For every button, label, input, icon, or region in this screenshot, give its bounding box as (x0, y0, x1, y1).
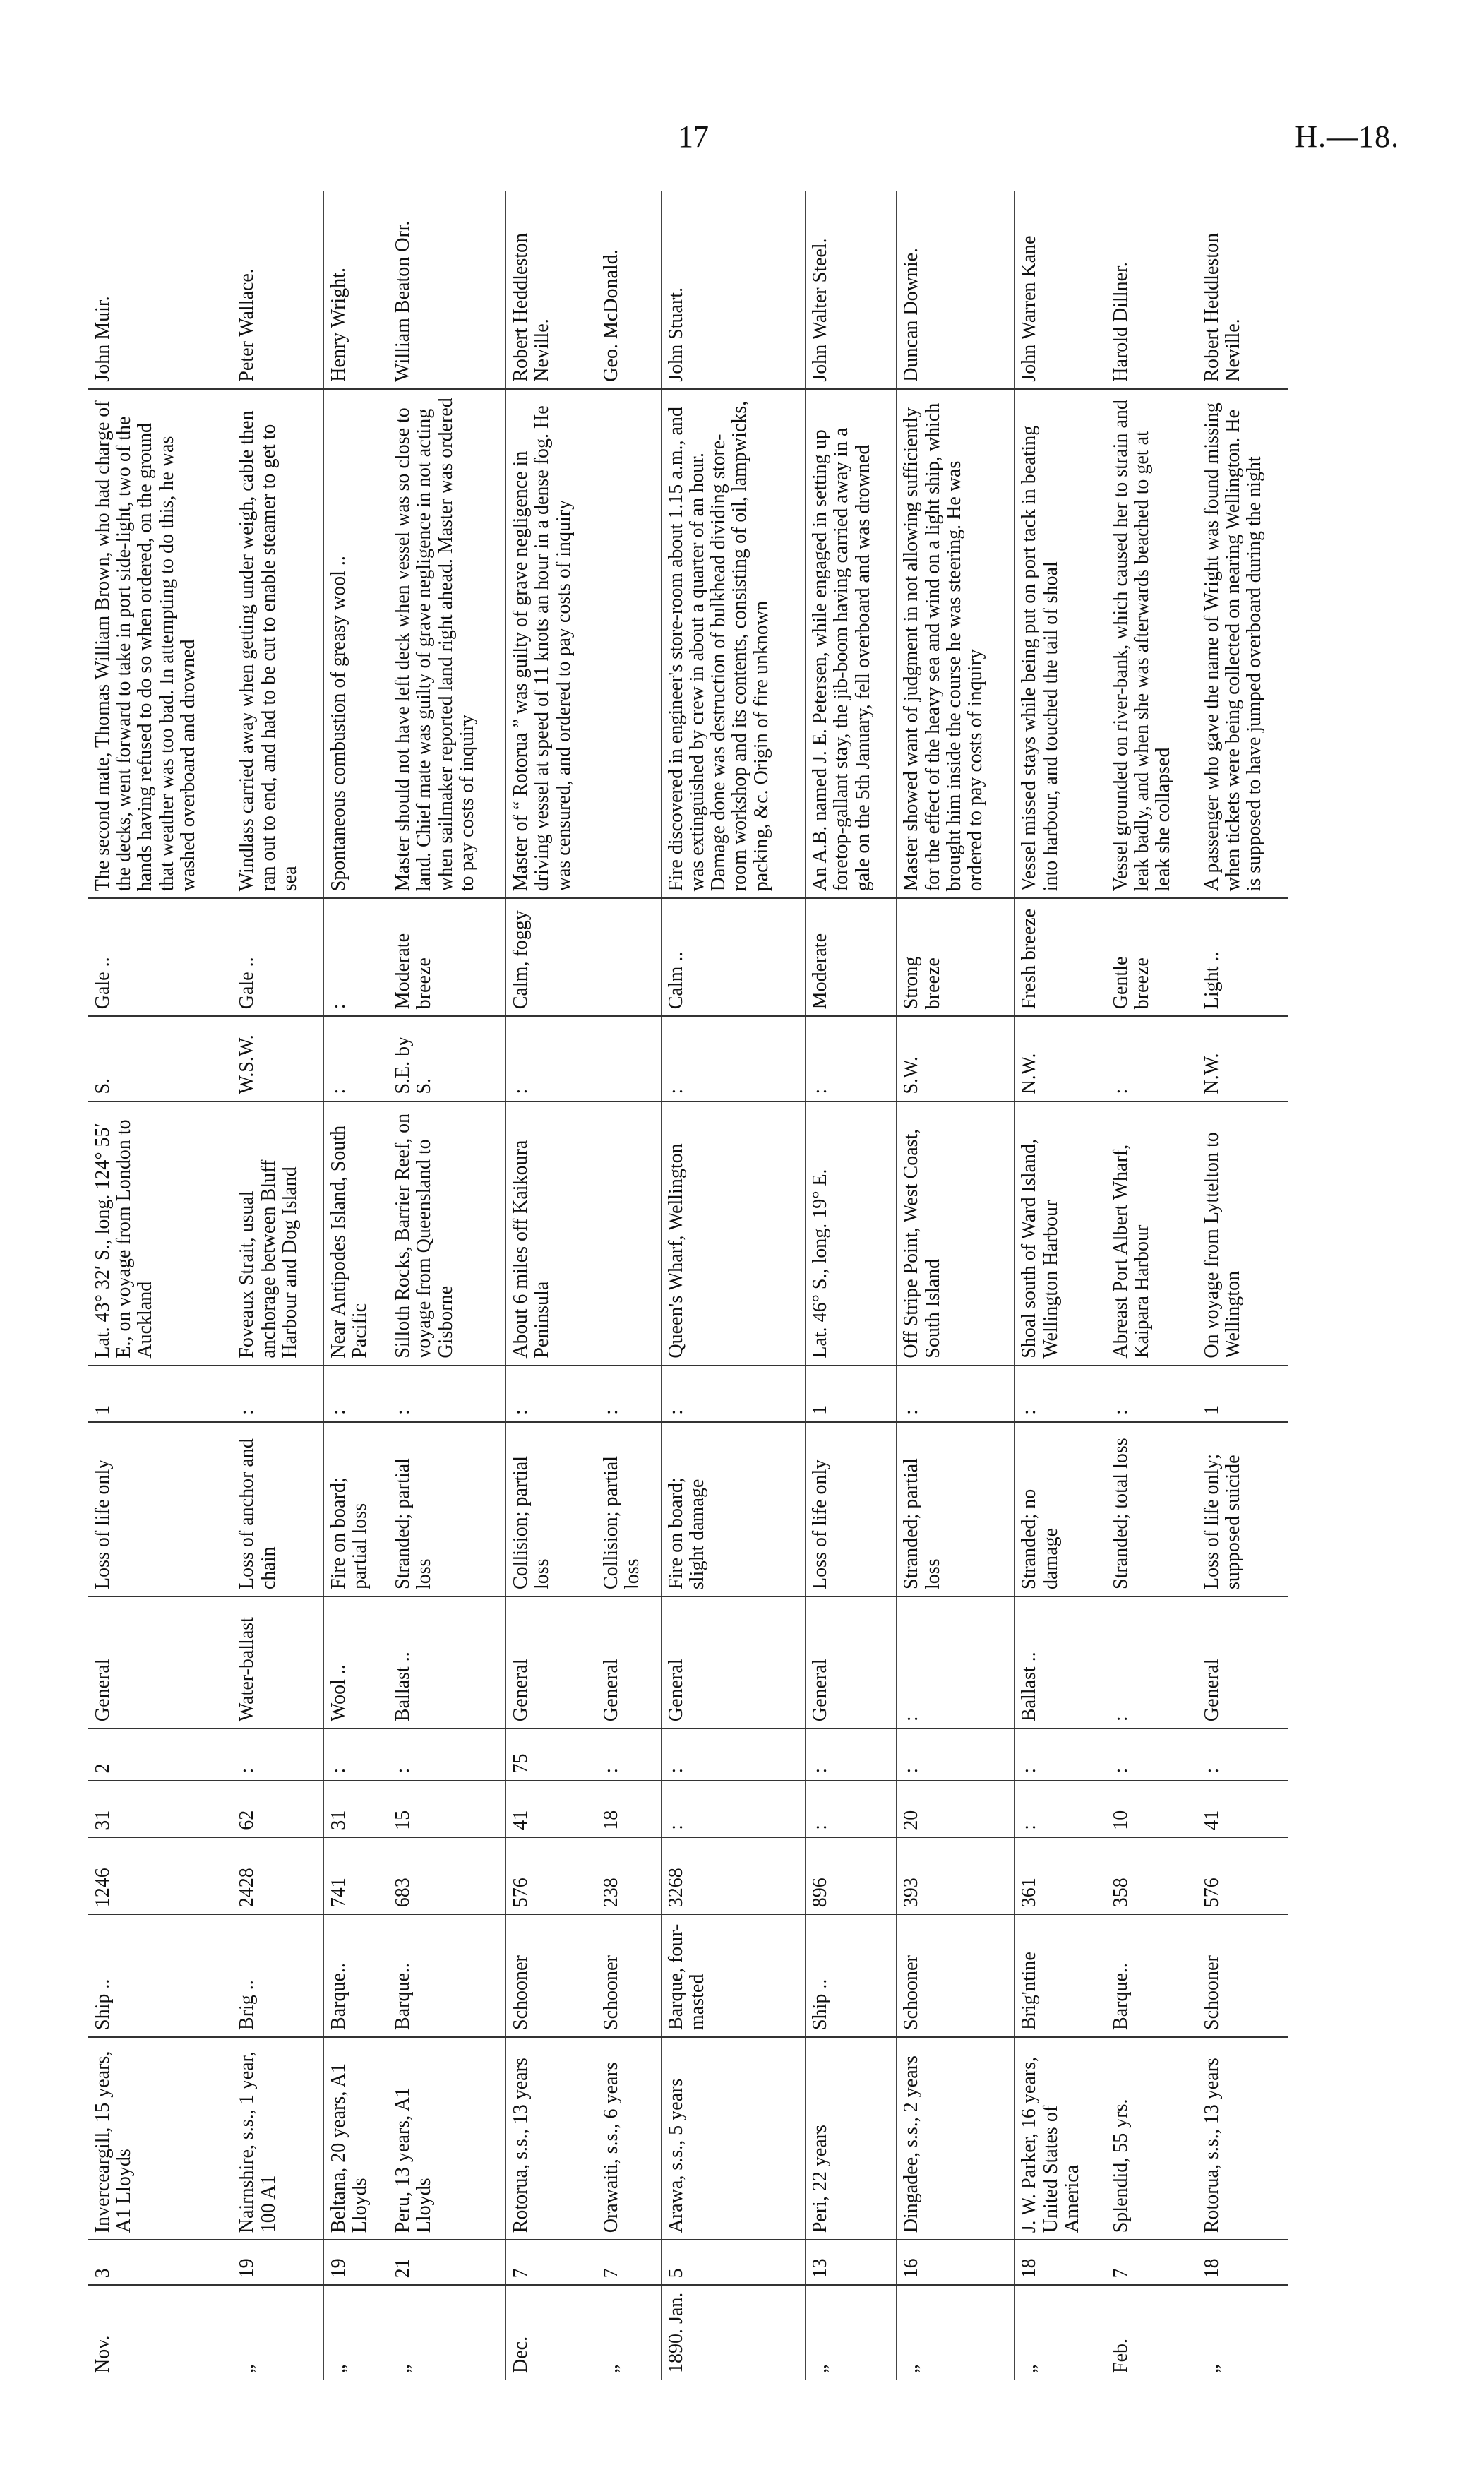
cell-place: Abreast Port Albert Wharf, Kaipara Harbour (1106, 1102, 1197, 1366)
cell-vessel: J. W. Parker, 16 years, United States of America (1015, 2037, 1106, 2240)
table-row (506, 191, 597, 2380)
cell-lives-lost: 1 (806, 1366, 897, 1422)
cell-officer: John Muir. (88, 191, 232, 389)
cell-cargo: General (806, 1596, 897, 1729)
cell-nature-of-casualty: Collision; partial loss (597, 1422, 661, 1596)
cell-wind-force: Gentle breeze (1106, 898, 1197, 1016)
cell-wind-force: Calm .. (661, 898, 806, 1016)
cell-wind-force: Fresh breeze (1015, 898, 1106, 1016)
cell-wind-direction (597, 1016, 661, 1101)
cell-finding: Master should not have left deck when vessel was so close to land. Chief mate was guilty of grave negligence in not acting when sailmaker reported land right ahead. Master was ordered to pay costs of inquiry (388, 389, 506, 899)
cell-month: „ (806, 2285, 897, 2380)
cell-nature-of-casualty: Fire on board; partial loss (323, 1422, 388, 1596)
table-row (232, 191, 323, 2380)
cell-crew: 31 (88, 1781, 232, 1837)
cell-rig: Barque.. (323, 1914, 388, 2037)
cell-month: „ (1015, 2285, 1106, 2380)
cell-month: Dec. (506, 2285, 597, 2380)
cell-month: „ (897, 2285, 1015, 2380)
cell-tonnage: 896 (806, 1837, 897, 1915)
cell-officer: William Beaton Orr. (388, 191, 506, 389)
cell-crew: 15 (388, 1781, 506, 1837)
cell-rig: Barque.. (1106, 1914, 1197, 2037)
cell-month: „ (1197, 2285, 1288, 2380)
cell-wind-direction: S. (88, 1016, 232, 1101)
cell-wind-direction: : (1106, 1016, 1197, 1101)
cell-crew: 20 (897, 1781, 1015, 1837)
cell-rig: Schooner (506, 1914, 597, 2037)
rotated-table-container (88, 191, 1288, 2380)
cell-officer: John Walter Steel. (806, 191, 897, 389)
cell-day: 18 (1015, 2240, 1106, 2285)
cell-wind-force: Light .. (1197, 898, 1288, 1016)
cell-wind-direction: W.S.W. (232, 1016, 323, 1101)
cell-tonnage: 741 (323, 1837, 388, 1915)
cell-cargo: : (897, 1596, 1015, 1729)
cell-wind-direction: : (506, 1016, 597, 1101)
cell-month: „ (597, 2285, 661, 2380)
cell-nature-of-casualty: Loss of anchor and chain (232, 1422, 323, 1596)
cell-tonnage: 393 (897, 1837, 1015, 1915)
cell-officer: Duncan Downie. (897, 191, 1015, 389)
cell-finding: Spontaneous combustion of greasy wool .. (323, 389, 388, 899)
table-row (88, 191, 232, 2380)
cell-nature-of-casualty: Stranded; partial loss (897, 1422, 1015, 1596)
cell-cargo: General (1197, 1596, 1288, 1729)
cell-day: 13 (806, 2240, 897, 2285)
table-row (661, 191, 806, 2380)
cell-place: Silloth Rocks, Barrier Reef, on voyage from Queensland to Gisborne (388, 1102, 506, 1366)
cell-cargo: General (597, 1596, 661, 1729)
cell-day: 7 (597, 2240, 661, 2285)
cell-place: About 6 miles off Kaikoura Peninsula (506, 1102, 597, 1366)
cell-officer: Robert Heddleston Neville. (1197, 191, 1288, 389)
cell-passengers: : (661, 1729, 806, 1780)
cell-nature-of-casualty: Fire on board; slight damage (661, 1422, 806, 1596)
cell-vessel: Arawa, s.s., 5 years (661, 2037, 806, 2240)
cell-crew: : (661, 1781, 806, 1837)
cell-nature-of-casualty: Stranded; partial loss (388, 1422, 506, 1596)
cell-nature-of-casualty: Stranded; no damage (1015, 1422, 1106, 1596)
cell-lives-lost: : (1015, 1366, 1106, 1422)
cell-crew: 18 (597, 1781, 661, 1837)
cell-place: Foveaux Strait, usual anchorage between Bluff Harbour and Dog Island (232, 1102, 323, 1366)
cell-vessel: Nairnshire, s.s., 1 year, 100 A1 (232, 2037, 323, 2240)
cell-finding: Vessel grounded on river-bank, which caused her to strain and leak badly, and when she was afterwards beached to get at leak she collapsed (1106, 389, 1197, 899)
cell-officer: Geo. McDonald. (597, 191, 661, 389)
cell-officer: Peter Wallace. (232, 191, 323, 389)
cell-place: Lat. 46° S., long. 19° E. (806, 1102, 897, 1366)
cell-vessel: Beltana, 20 years, A1 Lloyds (323, 2037, 388, 2240)
cell-lives-lost: : (897, 1366, 1015, 1422)
cell-lives-lost: : (597, 1366, 661, 1422)
cell-officer: John Warren Kane (1015, 191, 1106, 389)
table-body (88, 191, 1288, 2380)
cell-lives-lost: 1 (1197, 1366, 1288, 1422)
cell-finding: Master showed want of judgment in not allowing sufficiently for the effect of the heavy sea and wind on a light ship, which brought him inside the course he was steering. He was ordered to pay costs of inquiry (897, 389, 1015, 899)
cell-day: 16 (897, 2240, 1015, 2285)
cell-tonnage: 358 (1106, 1837, 1197, 1915)
cell-vessel: Rotorua, s.s., 13 years (1197, 2037, 1288, 2240)
cell-vessel: Splendid, 55 yrs. (1106, 2037, 1197, 2240)
table-row (897, 191, 1015, 2380)
cell-passengers: : (1015, 1729, 1106, 1780)
table-row (1015, 191, 1106, 2380)
cell-place: Queen's Wharf, Wellington (661, 1102, 806, 1366)
cell-wind-force: : (323, 898, 388, 1016)
cell-place: On voyage from Lyttelton to Wellington (1197, 1102, 1288, 1366)
cell-rig: Schooner (897, 1914, 1015, 2037)
cell-tonnage: 1246 (88, 1837, 232, 1915)
cell-wind-direction: N.W. (1015, 1016, 1106, 1101)
cell-officer: Harold Dillner. (1106, 191, 1197, 389)
cell-cargo: : (1106, 1596, 1197, 1729)
cell-day: 19 (323, 2240, 388, 2285)
cell-rig: Brig'ntine (1015, 1914, 1106, 2037)
cell-wind-direction: S.E. by S. (388, 1016, 506, 1101)
table-row (597, 191, 661, 2380)
cell-wind-force: Calm, foggy (506, 898, 597, 1016)
cell-rig: Schooner (597, 1914, 661, 2037)
cell-finding: Fire discovered in engineer's store-room about 1.15 a.m., and was extinguished by crew in about a quarter of an hour. Damage done was destruction of bulkhead dividing store-room workshop and its contents, consisting of oil, lampwicks, packing, &c. Origin of fire unknown (661, 389, 806, 899)
cell-wind-force: Strong breeze (897, 898, 1015, 1016)
cell-vessel: Inverceargill, 15 years, A1 Lloyds (88, 2037, 232, 2240)
cell-vessel: Peri, 22 years (806, 2037, 897, 2240)
cell-lives-lost: : (1106, 1366, 1197, 1422)
cell-place (597, 1102, 661, 1366)
cell-crew: : (806, 1781, 897, 1837)
cell-tonnage: 2428 (232, 1837, 323, 1915)
cell-rig: Ship .. (806, 1914, 897, 2037)
cell-crew: : (1015, 1781, 1106, 1837)
cell-vessel: Peru, 13 years, A1 Lloyds (388, 2037, 506, 2240)
cell-month: Nov. (88, 2285, 232, 2380)
cell-tonnage: 683 (388, 1837, 506, 1915)
cell-wind-force (597, 898, 661, 1016)
cell-cargo: General (661, 1596, 806, 1729)
cell-day: 3 (88, 2240, 232, 2285)
document-code: H.—18. (1295, 119, 1399, 154)
cell-rig: Brig .. (232, 1914, 323, 2037)
cell-place: Lat. 43° 32′ S., long. 124° 55′ E., on voyage from London to Auckland (88, 1102, 232, 1366)
cell-vessel: Rotorua, s.s., 13 years (506, 2037, 597, 2240)
cell-lives-lost: : (388, 1366, 506, 1422)
cell-lives-lost: 1 (88, 1366, 232, 1422)
cell-day: 7 (1106, 2240, 1197, 2285)
cell-passengers: 2 (88, 1729, 232, 1780)
cell-wind-direction: : (806, 1016, 897, 1101)
cell-month: „ (388, 2285, 506, 2380)
cell-wind-force: Moderate (806, 898, 897, 1016)
cell-tonnage: 238 (597, 1837, 661, 1915)
cell-tonnage: 3268 (661, 1837, 806, 1915)
cell-rig: Barque, four-masted (661, 1914, 806, 2037)
cell-cargo: Ballast .. (1015, 1596, 1106, 1729)
table-row (323, 191, 388, 2380)
cell-month: 1890. Jan. (661, 2285, 806, 2380)
cell-nature-of-casualty: Loss of life only (88, 1422, 232, 1596)
cell-passengers: : (806, 1729, 897, 1780)
cell-place: Shoal south of Ward Island, Wellington Harbour (1015, 1102, 1106, 1366)
cell-passengers: 75 (506, 1729, 597, 1780)
cell-place: Off Stripe Point, West Coast, South Island (897, 1102, 1015, 1366)
cell-cargo: General (506, 1596, 597, 1729)
cell-wind-force: Moderate breeze (388, 898, 506, 1016)
cell-finding: A passenger who gave the name of Wright was found missing when tickets were being collected on nearing Wellington. He is supposed to have jumped overboard during the night (1197, 389, 1288, 899)
cell-passengers: : (897, 1729, 1015, 1780)
cell-passengers: : (388, 1729, 506, 1780)
table-row (806, 191, 897, 2380)
cell-crew: 62 (232, 1781, 323, 1837)
cell-month: „ (323, 2285, 388, 2380)
cell-finding: An A.B. named J. E. Petersen, while engaged in setting up foretop-gallant stay, the jib-boom having carried away in a gale on the 5th January, fell overboard and was drowned (806, 389, 897, 899)
cell-finding: Master of “ Rotorua ” was guilty of grave negligence in driving vessel at speed of 11 knots an hour in a dense fog. He was censured, and ordered to pay costs of inquiry (506, 389, 597, 899)
cell-lives-lost: : (323, 1366, 388, 1422)
cell-place: Near Antipodes Island, South Pacific (323, 1102, 388, 1366)
cell-lives-lost: : (232, 1366, 323, 1422)
cell-wind-direction: S.W. (897, 1016, 1015, 1101)
rotated-table-frame (88, 191, 1288, 2380)
cell-nature-of-casualty: Collision; partial loss (506, 1422, 597, 1596)
cell-wind-direction: N.W. (1197, 1016, 1288, 1101)
page-number: 17 (678, 119, 709, 154)
cell-passengers: : (1197, 1729, 1288, 1780)
cell-nature-of-casualty: Loss of life only (806, 1422, 897, 1596)
cell-month: Feb. (1106, 2285, 1197, 2380)
cell-wind-force: Gale .. (88, 898, 232, 1016)
cell-wind-direction: : (661, 1016, 806, 1101)
cell-officer: Henry Wright. (323, 191, 388, 389)
cell-tonnage: 576 (1197, 1837, 1288, 1915)
cell-cargo: General (88, 1596, 232, 1729)
cell-passengers: : (323, 1729, 388, 1780)
cell-crew: 31 (323, 1781, 388, 1837)
cell-cargo: Water-ballast (232, 1596, 323, 1729)
cell-finding: The second mate, Thomas William Brown, who had charge of the decks, went forward to take in port side-light, two of the hands having refused to do so when ordered, on the ground that weather was too bad. In attempting to do this, he was washed overboard and drowned (88, 389, 232, 899)
table-row (1106, 191, 1197, 2380)
cell-officer: John Stuart. (661, 191, 806, 389)
cell-rig: Ship .. (88, 1914, 232, 2037)
cell-finding: Vessel missed stays while being put on port tack in beating into harbour, and touched the tail of shoal (1015, 389, 1106, 899)
cell-nature-of-casualty: Loss of life only; supposed suicide (1197, 1422, 1288, 1596)
cell-crew: 41 (506, 1781, 597, 1837)
cell-day: 18 (1197, 2240, 1288, 2285)
cell-passengers: : (232, 1729, 323, 1780)
cell-day: 19 (232, 2240, 323, 2285)
cell-passengers: : (597, 1729, 661, 1780)
cell-cargo: Wool .. (323, 1596, 388, 1729)
cell-wind-force: Gale .. (232, 898, 323, 1016)
cell-lives-lost: : (506, 1366, 597, 1422)
cell-finding (597, 389, 661, 899)
cell-crew: 10 (1106, 1781, 1197, 1837)
cell-wind-direction: : (323, 1016, 388, 1101)
cell-day: 21 (388, 2240, 506, 2285)
cell-rig: Barque.. (388, 1914, 506, 2037)
cell-day: 7 (506, 2240, 597, 2285)
cell-crew: 41 (1197, 1781, 1288, 1837)
table-row (1197, 191, 1288, 2380)
cell-month: „ (232, 2285, 323, 2380)
cell-vessel: Dingadee, s.s., 2 years (897, 2037, 1015, 2240)
cell-tonnage: 576 (506, 1837, 597, 1915)
cell-finding: Windlass carried away when getting under weigh, cable then ran out to end, and had to be cut to enable steamer to get to sea (232, 389, 323, 899)
cell-vessel: Orawaiti, s.s., 6 years (597, 2037, 661, 2240)
cell-lives-lost: : (661, 1366, 806, 1422)
cell-cargo: Ballast .. (388, 1596, 506, 1729)
cell-officer: Robert Heddleston Neville. (510, 232, 553, 382)
cell-day: 5 (661, 2240, 806, 2285)
cell-tonnage: 361 (1015, 1837, 1106, 1915)
casualty-returns-table (88, 191, 1288, 2380)
cell-rig: Schooner (1197, 1914, 1288, 2037)
table-row (388, 191, 506, 2380)
cell-nature-of-casualty: Stranded; total loss (1106, 1422, 1197, 1596)
cell-passengers: : (1106, 1729, 1197, 1780)
